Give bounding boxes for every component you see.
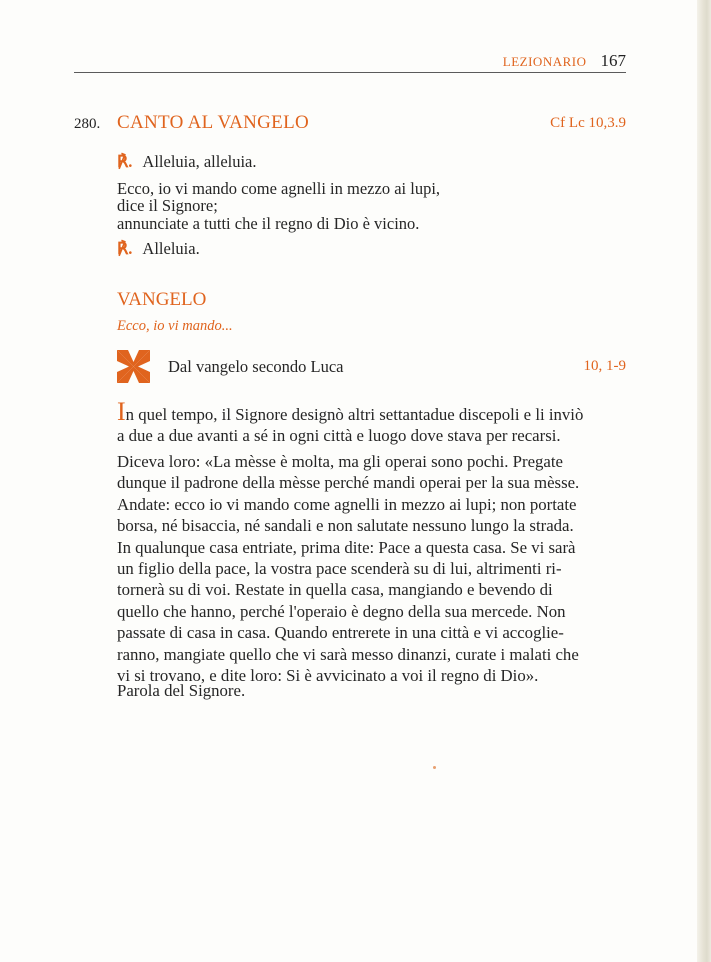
text-line: ranno, mangiate quello che vi sarà messo dinanzi, curate i malati che: [117, 644, 579, 664]
gospel-reference: 10, 1-9: [583, 358, 626, 374]
text-line: tornerà su di voi. Restate in quella casa, mangiando e bevendo di: [117, 580, 553, 600]
book-title: LEZIONARIO: [502, 54, 587, 69]
text-line: Diceva loro: «La mèsse è molta, ma gli operai sono pochi. Pregate: [117, 452, 563, 471]
page-number: 167: [600, 51, 626, 70]
text-line: [117, 397, 626, 426]
text-line: dunque il padrone della mèsse perché mandi operai per la sua mèsse.: [117, 473, 580, 493]
verse-line-1: Ecco, io vi mando come agnelli in mezzo ai lupi,: [117, 179, 441, 198]
response-symbol: ℟.: [117, 152, 133, 171]
text-line: a due a due avanti a sé in ogni città e luogo dove stava per recarsi.: [117, 426, 561, 446]
gospel-source: Dal vangelo secondo Luca: [168, 357, 344, 376]
text-line: passate di casa in casa. Quando entrerete in una città e vi accoglie-: [117, 623, 564, 643]
section-title: CANTO AL VANGELO: [117, 112, 309, 133]
text-line: un figlio della pace, la vostra pace scenderà su di lui, altrimenti ri-: [117, 559, 562, 579]
response-text: Alleluia.: [142, 239, 200, 258]
text-line: Andate: ecco io vi mando come agnelli in mezzo ai lupi; non portate: [117, 494, 577, 514]
text-line-content: n quel tempo, il Signore designò altri settantadue discepoli e li inviò: [125, 405, 584, 424]
verse-line-2: dice il Signore;: [117, 196, 218, 215]
response-line-1: [117, 153, 257, 171]
text-line: vi si trovano, e dite loro: Si è avvicinato a voi il regno di Dio».: [117, 666, 539, 686]
running-head: [503, 51, 626, 71]
page-speck: [433, 766, 436, 769]
response-line-2: [117, 240, 200, 258]
section-reference: Cf Lc 10,3.9: [550, 115, 626, 131]
maltese-cross-icon: [117, 350, 150, 383]
text-line: quello che hanno, perché l'operaio è degno della sua mercede. Non: [117, 601, 566, 621]
response-text: Alleluia, alleluia.: [142, 152, 257, 171]
response-symbol: ℟.: [117, 239, 133, 258]
gospel-title: VANGELO: [117, 289, 207, 310]
verse-line-3: annunciate a tutti che il regno di Dio è vicino.: [117, 214, 420, 233]
gospel-source-row: [168, 357, 626, 379]
closing-acclamation: Parola del Signore.: [117, 681, 246, 700]
gospel-paragraph-2: [117, 451, 626, 686]
gospel-subtitle: Ecco, io vi mando...: [117, 318, 233, 334]
section-number: 280.: [74, 116, 101, 132]
page-gutter-edge: [697, 0, 711, 962]
page-header: [74, 48, 626, 73]
canto-heading: [74, 112, 626, 136]
initial-capital: I: [117, 397, 126, 426]
text-line: In qualunque casa entriate, prima dite: Pace a questa casa. Se vi sarà: [117, 537, 576, 557]
gospel-paragraph-1: [117, 397, 626, 447]
text-line: borsa, né bisaccia, né sandali e non salutate nessuno lungo la strada.: [117, 516, 574, 536]
